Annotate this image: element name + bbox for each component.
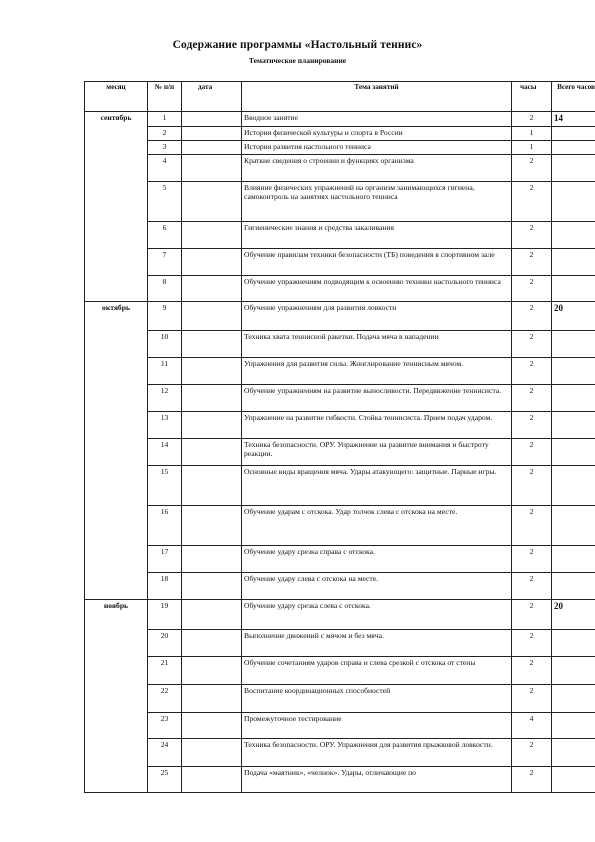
- lesson-number-cell: 2: [148, 127, 182, 141]
- date-cell: [182, 600, 242, 630]
- month-cell: ноябрь: [85, 600, 148, 793]
- total-hours-cell: [552, 127, 595, 141]
- month-cell: октябрь: [85, 302, 148, 600]
- topic-cell: Обучение правилам техники безопасности (ТБ) поведения в спортивном зале: [242, 249, 512, 276]
- hours-cell: 2: [512, 182, 552, 222]
- total-hours-cell: [552, 713, 595, 739]
- topic-cell: Гигиенические знания и средства закаливания: [242, 222, 512, 249]
- date-cell: [182, 155, 242, 182]
- lesson-number-cell: 12: [148, 385, 182, 412]
- total-hours-cell: [552, 439, 595, 466]
- topic-cell: Подача «маятник», «челнок». Удары, отличающие по: [242, 767, 512, 793]
- hours-cell: 2: [512, 739, 552, 767]
- table-row: [85, 182, 595, 222]
- table-row: [85, 657, 595, 685]
- date-cell: [182, 657, 242, 685]
- hours-cell: 2: [512, 630, 552, 657]
- hours-cell: 2: [512, 155, 552, 182]
- table-row: [85, 630, 595, 657]
- topic-cell: Упражнение на развитие гибкости. Стойка теннисиста. Прием подач ударом.: [242, 412, 512, 439]
- topic-cell: История развития настольного тенниса: [242, 141, 512, 155]
- total-hours-cell: [552, 466, 595, 506]
- date-cell: [182, 685, 242, 713]
- date-cell: [182, 439, 242, 466]
- table-row: [85, 222, 595, 249]
- table-row: [85, 685, 595, 713]
- topic-cell: Обучение упражнениям на развитие выносливости. Передвижение теннисиста.: [242, 385, 512, 412]
- table-row: [85, 739, 595, 767]
- lesson-number-cell: 4: [148, 155, 182, 182]
- hours-cell: 2: [512, 546, 552, 573]
- table-row: [85, 276, 595, 302]
- total-hours-cell: 20: [552, 302, 595, 331]
- hours-cell: 2: [512, 358, 552, 385]
- topic-cell: Упражнения для развития силы. Жонглирование теннисным мячом.: [242, 358, 512, 385]
- hours-cell: 2: [512, 249, 552, 276]
- total-hours-cell: [552, 385, 595, 412]
- total-hours-cell: [552, 767, 595, 793]
- date-cell: [182, 573, 242, 600]
- lesson-number-cell: 17: [148, 546, 182, 573]
- hours-cell: 2: [512, 466, 552, 506]
- hours-cell: 2: [512, 331, 552, 358]
- lesson-number-cell: 24: [148, 739, 182, 767]
- date-cell: [182, 182, 242, 222]
- date-cell: [182, 412, 242, 439]
- total-hours-cell: [552, 739, 595, 767]
- topic-cell: Обучение ударам с отскока. Удар толчок слева с отскока на месте.: [242, 506, 512, 546]
- lesson-number-cell: 7: [148, 249, 182, 276]
- lesson-number-cell: 14: [148, 439, 182, 466]
- hours-cell: 2: [512, 385, 552, 412]
- topic-cell: Техника безопасности. ОРУ. Упражнение на развитие внимания и быстроту реакции.: [242, 439, 512, 466]
- total-hours-cell: [552, 276, 595, 302]
- date-cell: [182, 222, 242, 249]
- thematic-plan-table: [84, 81, 595, 793]
- table-row: [85, 358, 595, 385]
- table-row: [85, 573, 595, 600]
- date-cell: [182, 385, 242, 412]
- table-row: [85, 412, 595, 439]
- lesson-number-cell: 25: [148, 767, 182, 793]
- table-row: [85, 713, 595, 739]
- date-cell: [182, 767, 242, 793]
- date-cell: [182, 112, 242, 127]
- date-cell: [182, 358, 242, 385]
- lesson-number-cell: 15: [148, 466, 182, 506]
- date-cell: [182, 127, 242, 141]
- topic-cell: Обучение упражнениям подводящим к освоению техники настольного тенниса: [242, 276, 512, 302]
- date-cell: [182, 249, 242, 276]
- lesson-number-cell: 10: [148, 331, 182, 358]
- lesson-number-cell: 6: [148, 222, 182, 249]
- date-cell: [182, 331, 242, 358]
- date-cell: [182, 466, 242, 506]
- table-row: [85, 112, 595, 127]
- hours-cell: 2: [512, 767, 552, 793]
- topic-cell: Основные виды вращения мяча. Удары атакующего: защитные. Парные игры.: [242, 466, 512, 506]
- month-cell: сентябрь: [85, 112, 148, 302]
- date-cell: [182, 713, 242, 739]
- topic-cell: Промежуточное тестирование: [242, 713, 512, 739]
- lesson-number-cell: 13: [148, 412, 182, 439]
- topic-cell: Воспитание координационных способностей: [242, 685, 512, 713]
- hours-cell: 2: [512, 112, 552, 127]
- total-hours-cell: 14: [552, 112, 595, 127]
- table-row: [85, 466, 595, 506]
- hours-cell: 2: [512, 222, 552, 249]
- lesson-number-cell: 22: [148, 685, 182, 713]
- total-hours-cell: [552, 573, 595, 600]
- table-body: [85, 112, 595, 793]
- total-hours-cell: [552, 657, 595, 685]
- topic-cell: Обучение сочетаниям ударов справа и слева срезкой с отскока от стены: [242, 657, 512, 685]
- topic-cell: Техника хвата теннисной ракетки. Подача мяча в нападении: [242, 331, 512, 358]
- hours-cell: 1: [512, 141, 552, 155]
- table-row: [85, 155, 595, 182]
- hours-cell: 2: [512, 685, 552, 713]
- lesson-number-cell: 16: [148, 506, 182, 546]
- hours-cell: 4: [512, 713, 552, 739]
- hours-cell: 2: [512, 600, 552, 630]
- lesson-number-cell: 1: [148, 112, 182, 127]
- topic-cell: Обучение упражнениям для развития ловкости: [242, 302, 512, 331]
- topic-cell: Обучение удару слева с отскока на месте.: [242, 573, 512, 600]
- date-cell: [182, 302, 242, 331]
- topic-cell: Краткие сведения о строении и функциях организма: [242, 155, 512, 182]
- total-hours-cell: [552, 331, 595, 358]
- hours-cell: 2: [512, 302, 552, 331]
- table-row: [85, 600, 595, 630]
- topic-cell: Вводное занятие: [242, 112, 512, 127]
- total-hours-cell: [552, 222, 595, 249]
- topic-cell: История физической культуры и спорта в России: [242, 127, 512, 141]
- date-cell: [182, 506, 242, 546]
- topic-cell: Обучение удару срезка слева с отскока.: [242, 600, 512, 630]
- total-hours-cell: [552, 685, 595, 713]
- header-total-hours: Всего часов: [552, 82, 595, 112]
- table-header-row: [85, 82, 595, 112]
- lesson-number-cell: 9: [148, 302, 182, 331]
- date-cell: [182, 630, 242, 657]
- header-date: дата: [182, 82, 242, 112]
- total-hours-cell: [552, 182, 595, 222]
- total-hours-cell: 20: [552, 600, 595, 630]
- hours-cell: 2: [512, 439, 552, 466]
- hours-cell: 2: [512, 657, 552, 685]
- table-row: [85, 506, 595, 546]
- page-title: Содержание программы «Настольный теннис»: [172, 39, 423, 51]
- hours-cell: 2: [512, 276, 552, 302]
- page-subtitle: Тематическое планирование: [248, 56, 347, 65]
- date-cell: [182, 276, 242, 302]
- table-row: [85, 141, 595, 155]
- total-hours-cell: [552, 412, 595, 439]
- lesson-number-cell: 3: [148, 141, 182, 155]
- lesson-number-cell: 18: [148, 573, 182, 600]
- topic-cell: Обучение удару срезка справа с отскока.: [242, 546, 512, 573]
- table-row: [85, 767, 595, 793]
- total-hours-cell: [552, 155, 595, 182]
- header-hours: часы: [512, 82, 552, 112]
- table-row: [85, 546, 595, 573]
- header-month: месяц: [85, 82, 148, 112]
- date-cell: [182, 546, 242, 573]
- total-hours-cell: [552, 630, 595, 657]
- topic-cell: Выполнение движений с мячом и без мяча.: [242, 630, 512, 657]
- hours-cell: 2: [512, 506, 552, 546]
- total-hours-cell: [552, 546, 595, 573]
- table-row: [85, 302, 595, 331]
- topic-cell: Влияние физических упражнений на организм занимающихся гигиена, самоконтроль на занятиях настольного тенниса: [242, 182, 512, 222]
- header-number: № п/п: [148, 82, 182, 112]
- lesson-number-cell: 23: [148, 713, 182, 739]
- lesson-number-cell: 5: [148, 182, 182, 222]
- total-hours-cell: [552, 358, 595, 385]
- table-row: [85, 385, 595, 412]
- hours-cell: 2: [512, 573, 552, 600]
- total-hours-cell: [552, 249, 595, 276]
- lesson-number-cell: 19: [148, 600, 182, 630]
- lesson-number-cell: 8: [148, 276, 182, 302]
- lesson-number-cell: 21: [148, 657, 182, 685]
- topic-cell: Техника безопасности. ОРУ. Упражнения для развития прыжковой ловкости.: [242, 739, 512, 767]
- lesson-number-cell: 11: [148, 358, 182, 385]
- table-row: [85, 331, 595, 358]
- hours-cell: 1: [512, 127, 552, 141]
- table-row: [85, 439, 595, 466]
- lesson-number-cell: 20: [148, 630, 182, 657]
- header-topic: Тема занятий: [242, 82, 512, 112]
- hours-cell: 2: [512, 412, 552, 439]
- date-cell: [182, 141, 242, 155]
- total-hours-cell: [552, 506, 595, 546]
- table-row: [85, 127, 595, 141]
- date-cell: [182, 739, 242, 767]
- table-row: [85, 249, 595, 276]
- total-hours-cell: [552, 141, 595, 155]
